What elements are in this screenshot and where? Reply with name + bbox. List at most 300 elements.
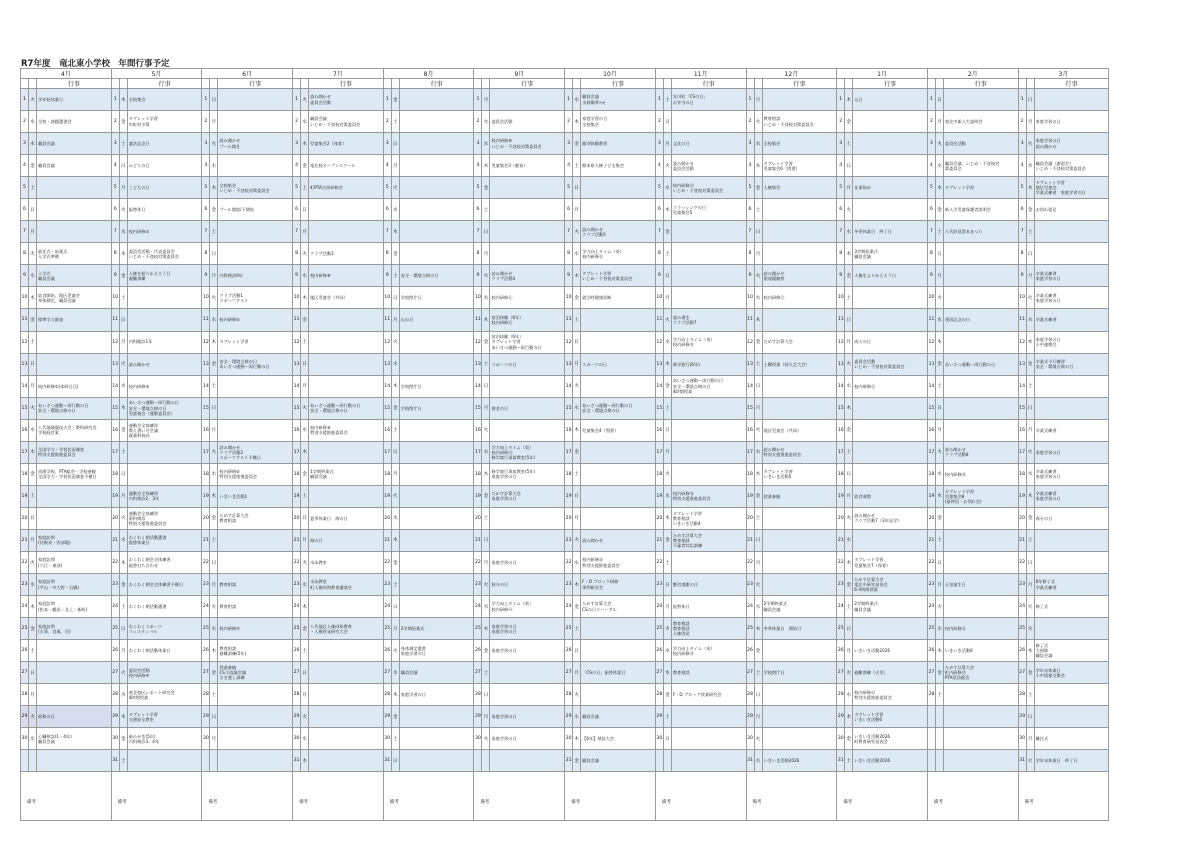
event-cell: 職員会議 <box>37 155 112 177</box>
event-cell <box>218 111 293 133</box>
weekday: 日 <box>119 463 127 485</box>
day-number: 3 <box>746 133 754 155</box>
day-number: 17 <box>202 441 210 463</box>
weekday: 火 <box>391 177 399 199</box>
weekday: 水 <box>935 309 943 331</box>
event-cell: わくわく朝会全体練習 振替打ち合わせ <box>127 551 202 573</box>
event-cell: 水泳教室 町人権同和教育講演会 <box>309 574 384 596</box>
event-cell <box>399 728 474 750</box>
day-number: 18 <box>655 463 663 485</box>
event-cell: 人権を振りかえろう日 避難訓練 <box>127 265 202 287</box>
day-number: 8 <box>202 243 210 265</box>
weekday: 日 <box>754 375 762 397</box>
event-cell <box>1034 529 1109 551</box>
weekday: 土 <box>391 574 399 596</box>
event-cell <box>127 463 202 485</box>
day-number: 10 <box>837 287 845 309</box>
weekday: 水 <box>301 265 309 287</box>
weekday: 日 <box>1026 397 1034 419</box>
event-cell: タブレット学習 <box>218 331 293 353</box>
day-number: 16 <box>1018 419 1026 441</box>
day-number: 16 <box>474 419 482 441</box>
day-number: 14 <box>746 375 754 397</box>
event-cell: 校内研修⑥ 特別支援推進委員会 <box>218 463 293 485</box>
day-number: 27 <box>1018 662 1026 684</box>
weekday: 木 <box>573 728 581 750</box>
weekday: 金 <box>119 265 127 287</box>
day-row <box>21 640 1109 662</box>
weekday: 月 <box>754 243 762 265</box>
event-cell: 元日 <box>853 89 928 111</box>
weekday: 木 <box>119 551 127 573</box>
weekday: 日 <box>29 507 37 529</box>
day-number: 13 <box>21 353 29 375</box>
day-row <box>21 133 1109 155</box>
day-number: 19 <box>21 485 29 507</box>
event-cell <box>218 706 293 728</box>
day-number: 9 <box>655 265 663 287</box>
weekday: 土 <box>391 265 399 287</box>
day-number: 9 <box>565 265 573 287</box>
remarks-label: 備考 <box>655 772 746 821</box>
event-cell <box>399 221 474 243</box>
event-cell: わくわくスポーツ フェスティバル <box>127 618 202 640</box>
event-cell <box>671 243 746 265</box>
day-number: 7 <box>655 221 663 243</box>
day-number: 29 <box>293 706 301 728</box>
weekday: 木 <box>754 463 762 485</box>
month-header: 8月 <box>383 69 474 79</box>
event-cell: あいさつ運動～両行動の日 安全・環境点検の日 児童集会（運動委員会） <box>127 397 202 419</box>
event-cell: 学力向上タイム（英） 校内研修⑱ <box>671 331 746 353</box>
event-cell <box>37 507 112 529</box>
day-number: 15 <box>1018 397 1026 419</box>
weekday: 日 <box>573 640 581 662</box>
weekday: 日 <box>210 89 218 111</box>
day-number: 1 <box>927 89 935 111</box>
day-number: 23 <box>474 574 482 596</box>
month-header-row <box>21 69 1109 79</box>
day-header-blank <box>1018 79 1026 89</box>
weekday: 金 <box>119 111 127 133</box>
event-cell <box>853 419 928 441</box>
day-number: 6 <box>474 199 482 221</box>
day-number: 1 <box>474 89 482 111</box>
weekday: 月 <box>573 662 581 684</box>
weekday: 水 <box>663 177 671 199</box>
event-cell <box>309 309 384 331</box>
day-number: 8 <box>746 243 754 265</box>
event-cell: 建国記念の日 <box>943 309 1018 331</box>
day-row <box>21 507 1109 529</box>
weekday: 水 <box>1026 463 1034 485</box>
day-number: 3 <box>21 133 29 155</box>
event-cell: 八代地域競技大会・教科研究会 学校経営案 <box>37 419 112 441</box>
day-number: 4 <box>837 155 845 177</box>
weekday: 金 <box>391 706 399 728</box>
day-number: 12 <box>746 331 754 353</box>
event-cell <box>1034 551 1109 573</box>
day-number: 21 <box>655 529 663 551</box>
day-number: 28 <box>837 684 845 706</box>
weekday: 木 <box>754 618 762 640</box>
event-cell: 新入学児童保護者説明会 <box>943 199 1018 221</box>
weekday: 月 <box>845 640 853 662</box>
event-cell <box>1034 397 1109 419</box>
weekday: 木 <box>391 684 399 706</box>
weekday: 日 <box>754 221 762 243</box>
event-cell: 2学期終業式 職員会議 <box>853 596 928 618</box>
event-cell: 冬季休業日 終了日 <box>853 221 928 243</box>
event-cell: 委員会活動・代表委員会 いじめ・不登校対策委員会 <box>127 243 202 265</box>
weekday: 月 <box>210 265 218 287</box>
day-number: 5 <box>111 177 119 199</box>
page-title: R7年度 竜北東小学校 年間行事予定 <box>21 59 170 69</box>
event-cell <box>943 507 1018 529</box>
event-cell: タブレット学習 児童集会6（図書） <box>762 155 837 177</box>
event-cell <box>309 706 384 728</box>
event-cell <box>762 375 837 397</box>
weekday: 火 <box>301 243 309 265</box>
event-cell: 学力向上タイム（英） 校内研修⑬ 修学旅行事前教室(5年) <box>490 441 565 463</box>
day-row <box>21 750 1109 772</box>
event-cell <box>490 529 565 551</box>
day-row <box>21 265 1109 287</box>
day-number <box>21 750 29 772</box>
day-number: 7 <box>202 221 210 243</box>
event-cell: 敬老の日 <box>490 397 565 419</box>
weekday: 土 <box>663 397 671 419</box>
day-number: 28 <box>474 684 482 706</box>
event-cell <box>399 133 474 155</box>
weekday-header-blank <box>754 79 762 89</box>
event-cell <box>127 287 202 309</box>
weekday: 木 <box>482 463 490 485</box>
weekday-header-blank <box>391 79 399 89</box>
day-number: 19 <box>111 485 119 507</box>
day-number: 23 <box>655 574 663 596</box>
day-number: 19 <box>746 485 754 507</box>
day-row <box>21 485 1109 507</box>
day-number: 18 <box>383 463 391 485</box>
day-number: 17 <box>655 441 663 463</box>
day-row <box>21 618 1109 640</box>
event-cell <box>309 353 384 375</box>
event-cell: 宿泊体験（6年） 校内研修⑫ <box>490 309 565 331</box>
weekday: 金 <box>482 485 490 507</box>
day-number: 7 <box>1018 221 1026 243</box>
event-cell: 卒業式練習 <box>1034 419 1109 441</box>
day-number: 11 <box>746 309 754 331</box>
event-cell <box>309 331 384 353</box>
day-number: 23 <box>565 574 573 596</box>
day-number: 25 <box>21 618 29 640</box>
event-cell: 職員会議 <box>37 133 112 155</box>
event-cell <box>37 221 112 243</box>
weekday: 土 <box>482 507 490 529</box>
day-number: 22 <box>837 551 845 573</box>
event-cell <box>943 684 1018 706</box>
event-cell: 職員会議 いじめ・不登校対策委員会 <box>309 111 384 133</box>
event-cell: 2学期終業式 職員会議 <box>762 596 837 618</box>
weekday: 月 <box>754 706 762 728</box>
weekday: 水 <box>301 419 309 441</box>
weekday: 木 <box>482 155 490 177</box>
weekday: 日 <box>119 155 127 177</box>
weekday: 木 <box>119 243 127 265</box>
event-cell <box>490 221 565 243</box>
weekday: 土 <box>119 596 127 618</box>
weekday: 木 <box>573 111 581 133</box>
day-number: 18 <box>927 463 935 485</box>
event-cell <box>399 551 474 573</box>
weekday: 水 <box>845 375 853 397</box>
weekday: 水 <box>845 221 853 243</box>
event-cell <box>399 243 474 265</box>
weekday: 月 <box>1026 265 1034 287</box>
day-number: 11 <box>293 309 301 331</box>
event-cell: 校内研修⑤ <box>218 309 293 331</box>
event-cell: 学年末休業日 小中情報交換会 <box>1034 662 1109 684</box>
day-number: 10 <box>655 287 663 309</box>
event-cell: スポーツの日 <box>490 353 565 375</box>
weekday: 水 <box>663 485 671 507</box>
weekday: 日 <box>935 243 943 265</box>
day-number: 10 <box>293 287 301 309</box>
event-cell <box>218 728 293 750</box>
event-cell <box>762 529 837 551</box>
day-number: 8 <box>1018 243 1026 265</box>
day-number: 12 <box>565 331 573 353</box>
month-header: 2月 <box>927 69 1018 79</box>
event-cell <box>309 728 384 750</box>
day-number: 24 <box>293 596 301 618</box>
day-number: 19 <box>202 485 210 507</box>
event-cell: 3学期始業式 職員会議 <box>853 243 928 265</box>
event-cell: 卒業式練習 家庭学習の日 <box>1034 265 1109 287</box>
weekday: 火 <box>29 706 37 728</box>
event-cell <box>218 155 293 177</box>
event-cell: 同朋学校、PTA総会・学校参観 全国学力・学習状況調査予備日 <box>37 463 112 485</box>
day-number: 18 <box>565 463 573 485</box>
weekday: 金 <box>845 728 853 750</box>
weekday: 月 <box>663 596 671 618</box>
event-cell: 夏季休業日 海の日 <box>309 507 384 529</box>
weekday: 日 <box>754 529 762 551</box>
day-number: 27 <box>202 662 210 684</box>
event-cell <box>943 375 1018 397</box>
event-cell <box>37 640 112 662</box>
day-number: 25 <box>293 618 301 640</box>
event-cell: 春分の日 <box>1034 507 1109 529</box>
day-number: 10 <box>111 287 119 309</box>
day-number: 8 <box>383 243 391 265</box>
weekday: 火 <box>573 221 581 243</box>
weekday: 月 <box>210 574 218 596</box>
day-number: 26 <box>111 640 119 662</box>
event-cell: 冬季休業日 開始日 <box>762 618 837 640</box>
day-number: 12 <box>655 331 663 353</box>
event-cell: 授業参観 CSネ協議会議 引き渡し訓練 <box>218 662 293 684</box>
day-header-blank <box>111 79 119 89</box>
weekday <box>935 728 943 750</box>
weekday: 日 <box>391 133 399 155</box>
weekday: 土 <box>119 133 127 155</box>
day-number: 22 <box>293 551 301 573</box>
event-cell <box>943 265 1018 287</box>
event-cell <box>671 419 746 441</box>
day-number: 15 <box>21 397 29 419</box>
weekday: 月 <box>754 397 762 419</box>
remarks-label: 備考 <box>565 772 656 821</box>
day-number: 31 <box>746 750 754 772</box>
day-number <box>927 706 935 728</box>
day-number: 4 <box>21 155 29 177</box>
day-row <box>21 177 1109 199</box>
day-number: 10 <box>565 287 573 309</box>
event-cell: 全国学力・学習状況調査 特別支援推進委員会 <box>37 441 112 463</box>
day-number: 20 <box>383 507 391 529</box>
weekday: 木 <box>301 750 309 772</box>
event-cell: 町PTA合同研修会 <box>309 177 384 199</box>
event-cell: 勤労感謝の日 <box>671 574 746 596</box>
event-header: 行事 <box>37 79 112 89</box>
event-cell <box>853 111 928 133</box>
event-cell <box>762 89 837 111</box>
weekday: 火 <box>29 243 37 265</box>
weekday: 金 <box>301 155 309 177</box>
weekday: 金 <box>29 463 37 485</box>
day-number: 18 <box>1018 463 1026 485</box>
event-cell <box>218 684 293 706</box>
day-row <box>21 529 1109 551</box>
event-cell: 運動会全体練習 教え書い月会議 就業料校長 <box>127 419 202 441</box>
day-number: 29 <box>565 706 573 728</box>
day-row <box>21 397 1109 419</box>
month-header: 1月 <box>837 69 928 79</box>
event-cell: 卒業式予行練習 安全・環境点検の日 <box>1034 353 1109 375</box>
day-number: 3 <box>202 133 210 155</box>
weekday: 日 <box>119 309 127 331</box>
day-number: 17 <box>746 441 754 463</box>
day-number <box>927 728 935 750</box>
weekday: 日 <box>663 111 671 133</box>
event-cell: わくわく朝会全体練習予備日 <box>127 574 202 596</box>
weekday: 火 <box>301 551 309 573</box>
day-number: 11 <box>1018 309 1026 331</box>
day-number: 7 <box>927 221 935 243</box>
day-number: 25 <box>202 618 210 640</box>
day-number: 27 <box>746 662 754 684</box>
weekday-header-blank <box>935 79 943 89</box>
event-cell: 振替休日 <box>127 199 202 221</box>
weekday: 日 <box>29 199 37 221</box>
weekday: 水 <box>482 287 490 309</box>
weekday: 火 <box>301 706 309 728</box>
weekday: 金 <box>845 574 853 596</box>
day-number: 15 <box>474 397 482 419</box>
weekday: 火 <box>1026 133 1034 155</box>
day-number: 5 <box>565 177 573 199</box>
day-number: 9 <box>927 265 935 287</box>
day-number: 3 <box>1018 133 1026 155</box>
event-cell: 児童集会3（献血） <box>490 155 565 177</box>
day-number: 24 <box>1018 596 1026 618</box>
day-number: 6 <box>746 199 754 221</box>
weekday: 金 <box>663 529 671 551</box>
event-cell <box>943 728 1018 750</box>
event-cell <box>581 199 656 221</box>
event-cell: 職員会議（謝恩会） いじめ・不登校対策委員会 <box>1034 155 1109 177</box>
weekday: 月 <box>935 111 943 133</box>
remarks-label: 備考 <box>474 772 565 821</box>
weekday: 木 <box>210 177 218 199</box>
event-cell: わくわく朝活動選書 <box>127 596 202 618</box>
day-row <box>21 353 1109 375</box>
weekday: 日 <box>482 529 490 551</box>
event-header: 行事 <box>853 79 928 89</box>
weekday: 日 <box>663 574 671 596</box>
weekday: 木 <box>29 596 37 618</box>
weekday: 土 <box>391 111 399 133</box>
event-cell: 委員会活動 <box>943 133 1018 155</box>
day-number: 9 <box>1018 265 1026 287</box>
event-cell <box>309 640 384 662</box>
day-number: 15 <box>202 397 210 419</box>
event-cell <box>762 221 837 243</box>
weekday: 火 <box>573 529 581 551</box>
day-number: 9 <box>21 265 29 287</box>
weekday: 土 <box>1026 375 1034 397</box>
day-number: 15 <box>565 397 573 419</box>
weekday: 金 <box>119 419 127 441</box>
weekday: 土 <box>845 441 853 463</box>
weekday: 金 <box>29 155 37 177</box>
day-number: 20 <box>927 507 935 529</box>
day-number: 14 <box>474 375 482 397</box>
event-cell: 全校集会 <box>762 133 837 155</box>
day-number: 1 <box>21 89 29 111</box>
event-cell: 校内研修㉒ <box>853 375 928 397</box>
day-number: 6 <box>565 199 573 221</box>
weekday: 金 <box>391 243 399 265</box>
event-cell: 児童集会2（体育） <box>309 133 384 155</box>
event-cell: 教育相談 <box>218 574 293 596</box>
day-row <box>21 419 1109 441</box>
event-cell <box>399 199 474 221</box>
event-cell: 校内研修⑰ いじめ・不登校対策委員会 <box>671 177 746 199</box>
day-number: 4 <box>202 155 210 177</box>
event-cell <box>581 640 656 662</box>
day-number: 29 <box>746 706 754 728</box>
event-cell: 家庭訪問 (芋山・中大野・石橋) <box>37 574 112 596</box>
event-cell: 八代妙見祭本まつり <box>943 221 1018 243</box>
weekday: 日 <box>210 243 218 265</box>
event-cell: タブレット学習 市町村予算 <box>127 111 202 133</box>
day-number: 7 <box>746 221 754 243</box>
weekday-header-blank <box>301 79 309 89</box>
weekday: 火 <box>29 397 37 419</box>
event-cell <box>309 375 384 397</box>
event-cell: 振替休日 <box>671 596 746 618</box>
day-number: 30 <box>202 728 210 750</box>
weekday: 水 <box>391 199 399 221</box>
event-header: 行事 <box>127 79 202 89</box>
day-number: 11 <box>202 309 210 331</box>
day-number: 4 <box>293 155 301 177</box>
weekday: 金 <box>1026 507 1034 529</box>
weekday: 木 <box>935 485 943 507</box>
